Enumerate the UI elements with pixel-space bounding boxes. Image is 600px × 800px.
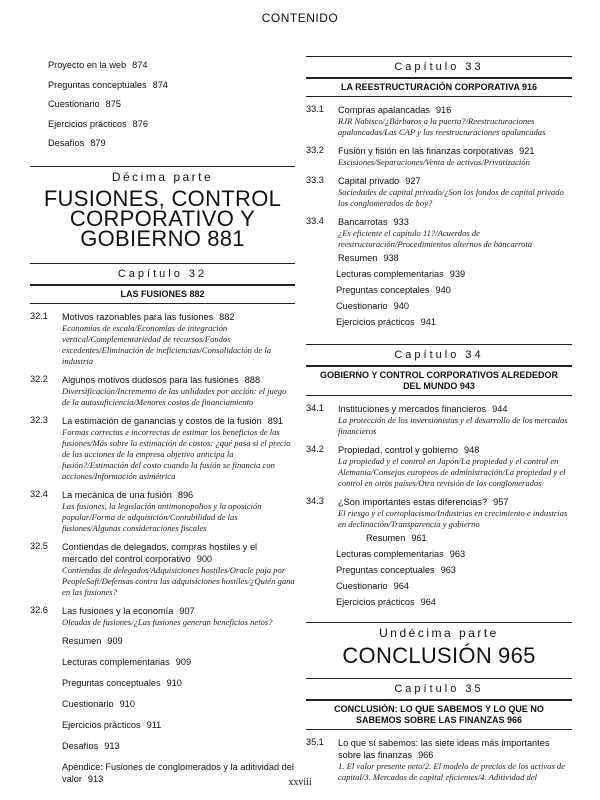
list-item[interactable]: Ejercicios prácticos 876: [48, 118, 148, 129]
chapter-32-sections: [30, 311, 295, 628]
right-column: [306, 56, 572, 783]
section-entry[interactable]: 32.1 Motivos razonables para las fusiones 882 Economías de escala/Economías de integración vertical/Complementariedad de recursos/Fondos excedentes/Eliminación de ineficiencias/Consolidación de la industria: [30, 310, 272, 366]
list-item[interactable]: Cuestionario 940: [336, 301, 409, 311]
part-label: Undécima parte: [306, 622, 572, 640]
chapter-label: Capítulo 34: [306, 344, 572, 361]
list-item[interactable]: Cuestionario 875: [48, 99, 121, 109]
list-item[interactable]: Preguntas conceptales 940: [336, 285, 451, 295]
chapter-title[interactable]: CONCLUSIÓN: LO QUE SABEMOS Y LO QUE NO SABEMOS SOBRE LAS FINANZAS 966: [306, 699, 572, 730]
chapter-title[interactable]: LA REESTRUCTURACIÓN CORPORATIVA 916: [306, 77, 572, 97]
list-item[interactable]: Apéndice: Fusiones de conglomerados y la aditividad del valor 913: [62, 761, 294, 784]
chapter-label: Capítulo 32: [30, 263, 295, 280]
part-title[interactable]: CONCLUSIÓN 965: [342, 643, 536, 668]
list-item[interactable]: Lecturas complementarias 939: [336, 269, 466, 279]
section-entry[interactable]: 34.1 Instituciones y mercados financieros 944 La protección de los inversionistas y el desarrollo de los mercados financieros: [306, 403, 568, 436]
list-item[interactable]: Resumen 938: [338, 253, 399, 263]
chapter-34-sections: [306, 403, 572, 530]
chapter-32-heading: [30, 263, 295, 304]
section-entry[interactable]: 32.6 Las fusiones y la economía 907 Oleadas de fusiones/¿Las fusiones generan beneficios netos?: [30, 604, 273, 627]
list-item[interactable]: Resumen 909: [62, 635, 123, 646]
part-11-heading: [306, 622, 572, 666]
part-title[interactable]: FUSIONES, CONTROL CORPORATIVO Y GOBIERNO 881: [43, 185, 282, 251]
left-column: [30, 56, 295, 785]
chapter-title[interactable]: LAS FUSIONES 882: [30, 284, 295, 304]
section-entry[interactable]: 33.4 Bancarrotas 933 ¿Es eficiente el capítulo 11?/Acuerdos de reestructuración/Procedimientos alternos de bancarrota: [306, 216, 533, 249]
section-entry[interactable]: 34.3 ¿Son importantes estas diferencias? 957 El riesgo y el cortoplacismo/Industrias en crecimiento e industrias en declinación/Transparencia y gobierno: [306, 496, 568, 529]
section-entry[interactable]: 32.3 La estimación de ganancias y costos de la fusión 891 Formas correctas e incorrectas de estimar los beneficios de las fusiones/Más sobre la estimación de costos: ¿qué pasa si el precio de las acciones de la empresa objetivo anticipa la fusión?/Estimación del costo cuando la fusión se financia con acciones/Información asimétrica: [30, 414, 291, 481]
page-header: CONTENIDO: [261, 11, 339, 25]
section-entry[interactable]: 33.2 Fusión y fisión en las finanzas corporativas 921 Escisiones/Separaciones/Venta de activos/Privatización: [306, 145, 535, 167]
chapter-33-extras: [306, 250, 572, 330]
list-item[interactable]: Ejercicios prácticos 964: [336, 597, 436, 607]
section-entry[interactable]: 33.3 Capital privado 927 Sociedades de capital privado/¿Son los fondos de capital privado los conglomerados de hoy?: [306, 175, 564, 208]
chapter-label: Capítulo 33: [306, 56, 572, 73]
list-item[interactable]: Cuestionario 910: [62, 698, 135, 709]
chapter-35-heading: [306, 678, 572, 730]
section-entry[interactable]: 32.4 La mecánica de una fusión 896 Las fusiones, la legislación antimonopolios y la oposición popular/Forma de adquisición/Contabilidad de las fusiones/Algunas consideraciones fiscales: [30, 488, 262, 533]
chapter-32-extras: [30, 631, 295, 785]
part-10-heading: [30, 166, 295, 249]
section-entry[interactable]: 34.2 Propiedad, control y gobierno 948 La propiedad y el control en Japón/La propiedad y el control en Alemania/Consejos europeos de administración/La propiedad y el control en otros países/Otra revisión de los conglomerados: [306, 444, 566, 488]
section-entry[interactable]: 32.2 Algunos motivos dudosos para las fusiones 888 Diversificación/Incremento de las utilidades por acción: el juego de la autosuficiencia/Menores costos de financiamiento: [30, 373, 287, 407]
section-entry[interactable]: 33.1 Compras apalancadas 916 RJR Nabisco/¿Bárbaros a la puerta?/Reestructuraciones apalancadas/Las CAP y las reestructuraciones apalancadas: [306, 104, 546, 137]
list-item[interactable]: Proyecto en la web 874: [48, 60, 148, 70]
list-item[interactable]: Preguntas conceptuales 874: [48, 79, 168, 90]
list-item[interactable]: Resumen 961: [366, 533, 427, 543]
left-top-list: [30, 56, 295, 154]
chapter-33-heading: [306, 56, 572, 97]
section-entry[interactable]: 35.1 Lo que sí sabemos: las siete ideas más importantes sobre las finanzas 966 1. El valor presente neto/2. El modelo de precios de los activos de capital/3. Mercados de capital eficientes/4. Aditividad del: [306, 737, 566, 782]
list-item[interactable]: Desafíos 913: [62, 740, 120, 751]
list-item[interactable]: Ejercicios prácticos 941: [336, 317, 436, 327]
chapter-label: Capítulo 35: [306, 678, 572, 695]
list-item[interactable]: Cuestionario 964: [336, 581, 409, 591]
part-label: Décima parte: [30, 166, 295, 184]
chapter-title[interactable]: GOBIERNO Y CONTROL CORPORATIVOS ALREDEDOR DEL MUNDO 943: [306, 365, 572, 396]
list-item[interactable]: Desafíos 879: [48, 138, 106, 148]
section-entry[interactable]: 32.5 Contiendas de delegados, compras hostiles y el mercado del control corporativo 900 Contiendas de delegados/Adquisiciones hostiles/Oracle puja por PeopleSoft/Defensas contra las adquisiciones hostiles/¿Quién gana en las fusiones?: [30, 540, 295, 597]
list-item[interactable]: Ejercicios prácticos 911: [62, 719, 162, 730]
list-item[interactable]: Lecturas complementarias 963: [336, 549, 466, 559]
list-item[interactable]: Preguntas conceptuales 910: [62, 677, 182, 688]
page-number: xxviii: [288, 777, 312, 788]
list-item[interactable]: Preguntas conceptuales 963: [336, 565, 456, 575]
chapter-34-heading: [306, 344, 572, 396]
list-item[interactable]: Lecturas complementarias 909: [62, 656, 192, 667]
chapter-34-extras: [306, 530, 572, 610]
chapter-33-sections: [306, 104, 572, 250]
